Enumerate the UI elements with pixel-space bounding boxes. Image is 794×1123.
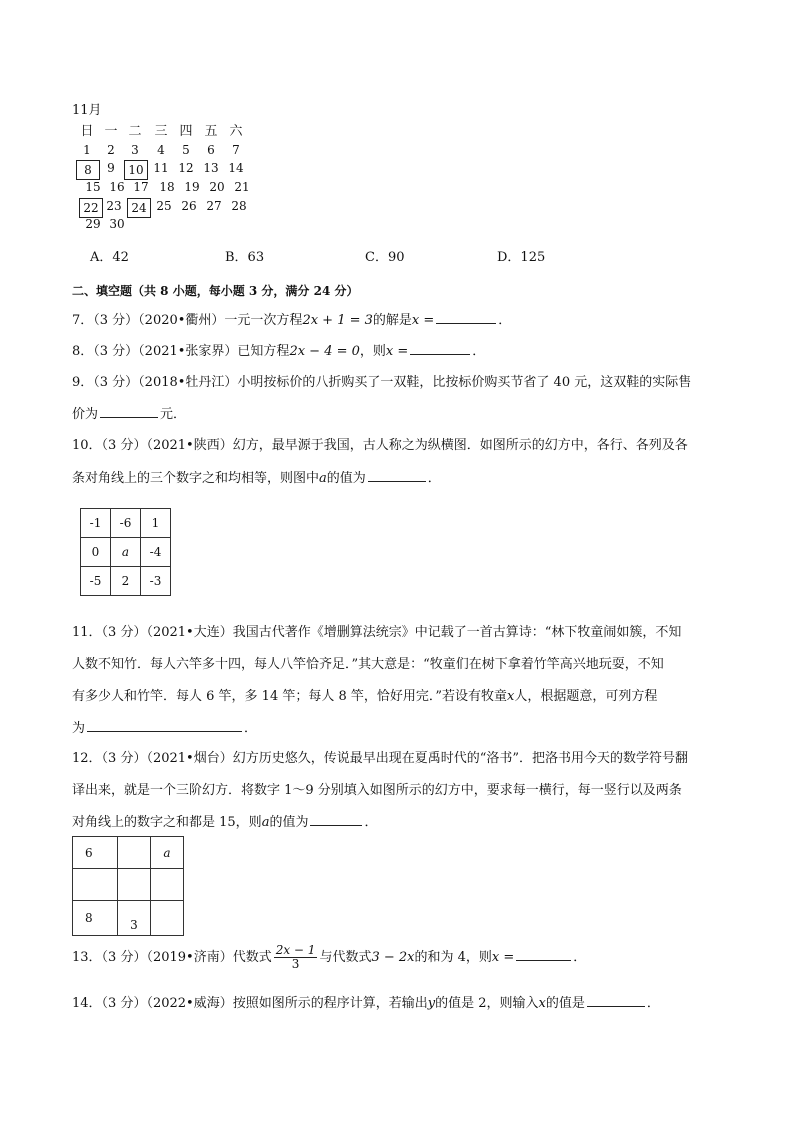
q12-cell: 3 <box>118 901 151 936</box>
q7-equation: 2x + 1 = 3 <box>302 313 373 328</box>
question-9-line2 <box>72 405 186 424</box>
q7-end: ． <box>498 313 512 328</box>
calendar-day: 2 <box>107 143 115 157</box>
question-12-line1: 12．（3 分）（2021•烟台）幻方历史悠久，传说最早出现在夏禹时代的“洛书”．把洛书用今天的数学符号翻 <box>72 751 688 766</box>
q10-answer-blank[interactable] <box>368 469 426 482</box>
calendar-day: 27 <box>206 199 222 213</box>
calendar-weekday: 日 <box>80 124 94 139</box>
q12-cell <box>151 869 184 901</box>
q14-var-x: x <box>538 996 546 1011</box>
calendar-weekday: 三 <box>154 124 168 139</box>
calendar-day: 24 <box>127 198 151 218</box>
option-c: C．90 <box>365 250 405 265</box>
q13-fraction-numerator: 2x − 1 <box>275 943 316 957</box>
q14-mid2: 的值是 <box>545 996 585 1011</box>
q7-prefix: 7．（3 分）（2020•衢州）一元一次方程 <box>72 313 303 328</box>
q14-var-y: y <box>427 996 436 1011</box>
option-a: A．42 <box>90 250 129 265</box>
q10-cell: 0 <box>81 538 111 567</box>
q13-end: ． <box>573 950 587 965</box>
calendar-day: 16 <box>109 180 125 194</box>
question-12-line3 <box>72 813 377 832</box>
q11-line4a: 为 <box>72 721 86 736</box>
calendar-day: 9 <box>107 161 115 175</box>
q13-var: x = <box>491 950 515 965</box>
q13-answer-blank[interactable] <box>516 948 571 961</box>
q10-end: ． <box>427 471 441 486</box>
calendar-day: 12 <box>178 161 194 175</box>
q10-line2a: 条对角线上的三个数字之和均相等，则图中 <box>72 471 320 486</box>
calendar-day: 15 <box>85 180 101 194</box>
q11-end: ． <box>244 721 258 736</box>
question-8 <box>72 342 485 361</box>
calendar-weekday: 一 <box>104 124 118 139</box>
q12-end: ． <box>364 815 378 830</box>
q12-cell <box>151 901 184 936</box>
q8-end: ． <box>472 344 486 359</box>
calendar-day: 4 <box>157 143 165 157</box>
calendar-day: 17 <box>133 180 149 194</box>
calendar-day: 22 <box>79 198 103 218</box>
question-10-line2 <box>72 469 441 488</box>
calendar-day: 29 <box>85 217 101 231</box>
calendar-day: 13 <box>203 161 219 175</box>
q9-line2b: 元． <box>160 407 187 422</box>
calendar-day: 20 <box>209 180 225 194</box>
q10-cell: 1 <box>141 509 171 538</box>
question-11-line3 <box>72 688 657 706</box>
q12-var: a <box>261 815 270 830</box>
q12-cell: a <box>151 837 184 869</box>
calendar-day: 19 <box>184 180 200 194</box>
q10-cell: -3 <box>141 567 171 596</box>
q10-cell: 2 <box>111 567 141 596</box>
q10-cell: -4 <box>141 538 171 567</box>
calendar-day: 7 <box>232 143 240 157</box>
calendar-weekday: 六 <box>229 124 243 139</box>
calendar-day: 5 <box>182 143 190 157</box>
q10-magic-square <box>80 508 171 596</box>
calendar-day: 11 <box>153 161 169 175</box>
calendar-day: 25 <box>156 199 172 213</box>
calendar-day: 21 <box>234 180 250 194</box>
q13-expr: 3 − 2x <box>371 950 415 965</box>
question-9-line1: 9．（3 分）（2018•牡丹江）小明按标价的八折购买了一双鞋，比按标价购买节省了 40 元，这双鞋的实际售 <box>72 375 692 390</box>
question-11-line2: 人数不知竹．每人六竿多十四，每人八竿恰齐足．”其大意是：“牧童们在树下拿着竹竿高兴地玩耍，不知 <box>72 657 664 672</box>
q11-line3a: 有多少人和竹竿．每人 6 竿，多 14 竿；每人 8 竿，恰好用完．”若设有牧童 <box>72 689 508 704</box>
q7-mid: 的解是 <box>372 313 412 328</box>
q12-line3b: 的值为 <box>269 815 309 830</box>
q14-answer-blank[interactable] <box>587 994 645 1007</box>
q12-cell <box>73 869 118 901</box>
q10-line2b: 的值为 <box>326 471 366 486</box>
calendar-day: 28 <box>231 199 247 213</box>
q12-line3a: 对角线上的数字之和都是 15，则 <box>72 815 262 830</box>
option-d: D．125 <box>497 250 546 265</box>
section-title: 二、填空题（共 8 小题，每小题 3 分，满分 24 分） <box>72 284 359 298</box>
q13-mid2: 的和为 4，则 <box>414 950 492 965</box>
question-11-line4 <box>72 719 257 738</box>
q12-cell: 8 <box>73 901 118 936</box>
q10-cell: -1 <box>81 509 111 538</box>
calendar-day: 6 <box>207 143 215 157</box>
calendar-day: 10 <box>124 160 148 180</box>
q10-cell: -5 <box>81 567 111 596</box>
question-10-line1: 10．（3 分）（2021•陕西）幻方，最早源于我国，古人称之为纵横图．如图所示的幻方中，各行、各列及各 <box>72 438 688 453</box>
q8-answer-blank[interactable] <box>410 342 470 355</box>
question-14 <box>72 994 660 1013</box>
q10-cell: -6 <box>111 509 141 538</box>
q13-fraction-denominator: 3 <box>291 957 300 971</box>
q13-prefix: 13．（3 分）（2019•济南）代数式 <box>72 950 272 965</box>
calendar-day: 30 <box>109 217 125 231</box>
q14-end: ． <box>646 996 660 1011</box>
calendar-day: 18 <box>159 180 175 194</box>
calendar-day: 3 <box>131 143 139 157</box>
q12-magic-square <box>72 836 184 936</box>
q8-prefix: 8．（3 分）（2021•张家界）已知方程 <box>72 344 290 359</box>
q11-var: x <box>507 689 515 704</box>
q11-answer-blank[interactable] <box>87 719 242 732</box>
q12-cell <box>118 837 151 869</box>
q8-mid: ，则 <box>359 344 386 359</box>
question-11-line1: 11．（3 分）（2021•大连）我国古代著作《增删算法统宗》中记载了一首古算诗：“林下牧童闹如簇，不知 <box>72 625 682 640</box>
q12-answer-blank[interactable] <box>310 813 362 826</box>
calendar-weekday: 四 <box>179 124 193 139</box>
calendar-day: 26 <box>181 199 197 213</box>
q13-mid: 与代数式 <box>319 950 372 965</box>
q14-prefix: 14．（3 分）（2022•威海）按照如图所示的程序计算，若输出 <box>72 996 428 1011</box>
q12-cell <box>118 869 151 901</box>
question-13 <box>72 943 586 973</box>
calendar-day: 1 <box>83 143 91 157</box>
q9-answer-blank[interactable] <box>100 405 158 418</box>
q10-cell: a <box>111 538 141 567</box>
q8-var: x = <box>385 344 409 359</box>
option-b: B．63 <box>225 250 265 265</box>
q9-line2a: 价为 <box>72 407 99 422</box>
question-7 <box>72 311 511 330</box>
q13-fraction <box>274 944 318 971</box>
q10-var: a <box>319 471 327 486</box>
q7-var: x = <box>411 313 435 328</box>
calendar-weekday: 二 <box>128 124 142 139</box>
q8-equation: 2x − 4 = 0 <box>289 344 360 359</box>
calendar-day: 8 <box>76 160 100 180</box>
q7-answer-blank[interactable] <box>436 311 496 324</box>
calendar-weekday: 五 <box>204 124 218 139</box>
calendar-day: 23 <box>106 199 122 213</box>
q14-mid: 的值是 2，则输入 <box>435 996 539 1011</box>
calendar-month: 11月 <box>72 103 102 118</box>
q11-line3b: 人，根据题意，可列方程 <box>514 689 658 704</box>
calendar-day: 14 <box>228 161 244 175</box>
q12-cell: 6 <box>73 837 118 869</box>
question-12-line2: 译出来，就是一个三阶幻方．将数字 1～9 分别填入如图所示的幻方中，要求每一横行，每一竖行以及两条 <box>72 783 682 798</box>
